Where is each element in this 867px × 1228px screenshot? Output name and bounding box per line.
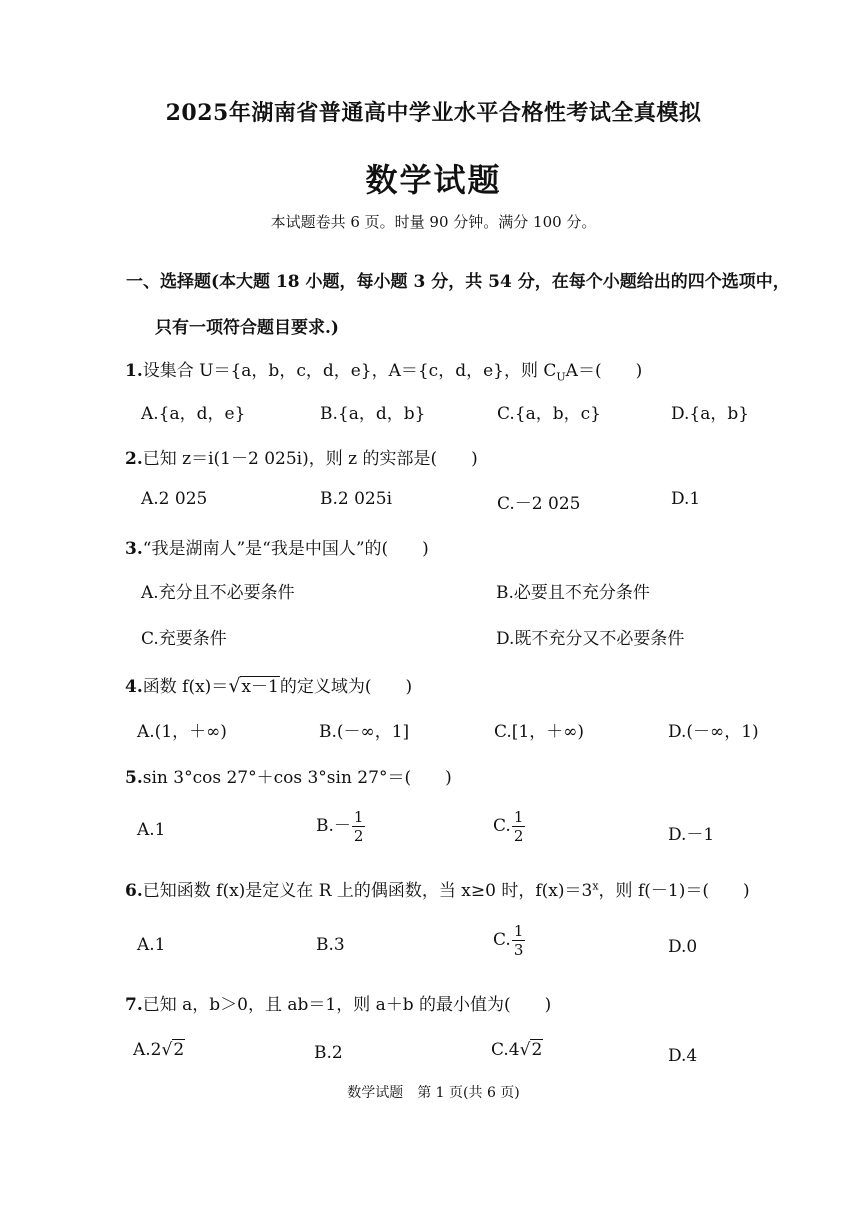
q5-option-d[interactable]: D.－1 [668,825,715,845]
q6-option-d[interactable]: D.0 [668,937,698,957]
question-7: 7.已知 a，b＞0，且 ab＝1，则 a＋b 的最小值为( ) [125,995,552,1015]
q5-option-a[interactable]: A.1 [137,820,166,840]
q5-option-b[interactable]: B.－ $\frac{1}{2}$ [316,808,364,845]
question-5: 5.sin 3°cos 27°＋cos 3°sin 27°＝( ) [125,768,452,788]
q1-option-d[interactable]: D.{a，b} [671,404,750,424]
q7-option-a[interactable]: A.2√2 [133,1040,185,1060]
q1-option-b[interactable]: B.{a，d，b} [320,404,426,424]
question-4: 4.函数 f(x)＝√x－1的定义域为( ) [125,675,413,697]
section-heading-line2: 只有一项符合题目要求.) [155,318,339,338]
exam-info: 本试题卷共 6 页。时量 90 分钟。满分 100 分。 [270,213,597,231]
q6-option-b[interactable]: B.3 [316,935,345,955]
q6-option-a[interactable]: A.1 [137,935,166,955]
q7-option-d[interactable]: D.4 [668,1046,698,1066]
q2-option-a[interactable]: A.2 025 [141,489,208,509]
q2-option-c[interactable]: C.－2 025 [497,494,581,514]
q4-option-d[interactable]: D.(－∞，1) [668,722,759,742]
q2-option-b[interactable]: B.2 025i [320,489,393,509]
q3-option-a[interactable]: A.充分且不必要条件 [141,583,295,603]
q1-option-a[interactable]: A.{a，d，e} [141,404,246,424]
q3-option-d[interactable]: D.既不充分又不必要条件 [496,629,685,649]
exam-header-title: 2025年湖南省普通高中学业水平合格性考试全真模拟 [165,100,702,126]
q3-option-c[interactable]: C.充要条件 [141,629,227,649]
section-heading-line1: 一、选择题(本大题 18 小题，每小题 3 分，共 54 分，在每个小题给出的四个选项中， [126,272,790,292]
q7-option-c[interactable]: C.4√2 [491,1040,543,1060]
q5-option-c[interactable]: C. $\frac{1}{2}$ [493,808,524,845]
page-footer: 数学试题 第 1 页(共 6 页) [347,1085,520,1101]
page-title: 数学试题 [365,161,502,199]
question-2: 2.已知 z＝i(1－2 025i)，则 z 的实部是( ) [125,449,478,469]
q6-option-c[interactable]: C. $\frac{1}{3}$ [493,922,524,959]
q1-option-c[interactable]: C.{a，b，c} [497,404,601,424]
q4-option-c[interactable]: C.[1，＋∞) [494,722,585,742]
q7-option-b[interactable]: B.2 [314,1043,343,1063]
q4-option-b[interactable]: B.(－∞，1] [319,722,410,742]
question-1: 1.设集合 U＝{a，b，c，d，e}，A＝{c，d，e}，则 $C_UA=$( ) [125,361,643,384]
question-6: 6.已知函数 f(x)是定义在 R 上的偶函数，当 x≥0 时，$f(x)=3^x$，则 f(－1)＝( ) [125,879,750,901]
q2-option-d[interactable]: D.1 [671,489,701,509]
q4-option-a[interactable]: A.(1，＋∞) [137,722,227,742]
q3-option-b[interactable]: B.必要且不充分条件 [496,583,650,603]
question-3: 3.“我是湖南人”是“我是中国人”的( ) [125,539,429,559]
